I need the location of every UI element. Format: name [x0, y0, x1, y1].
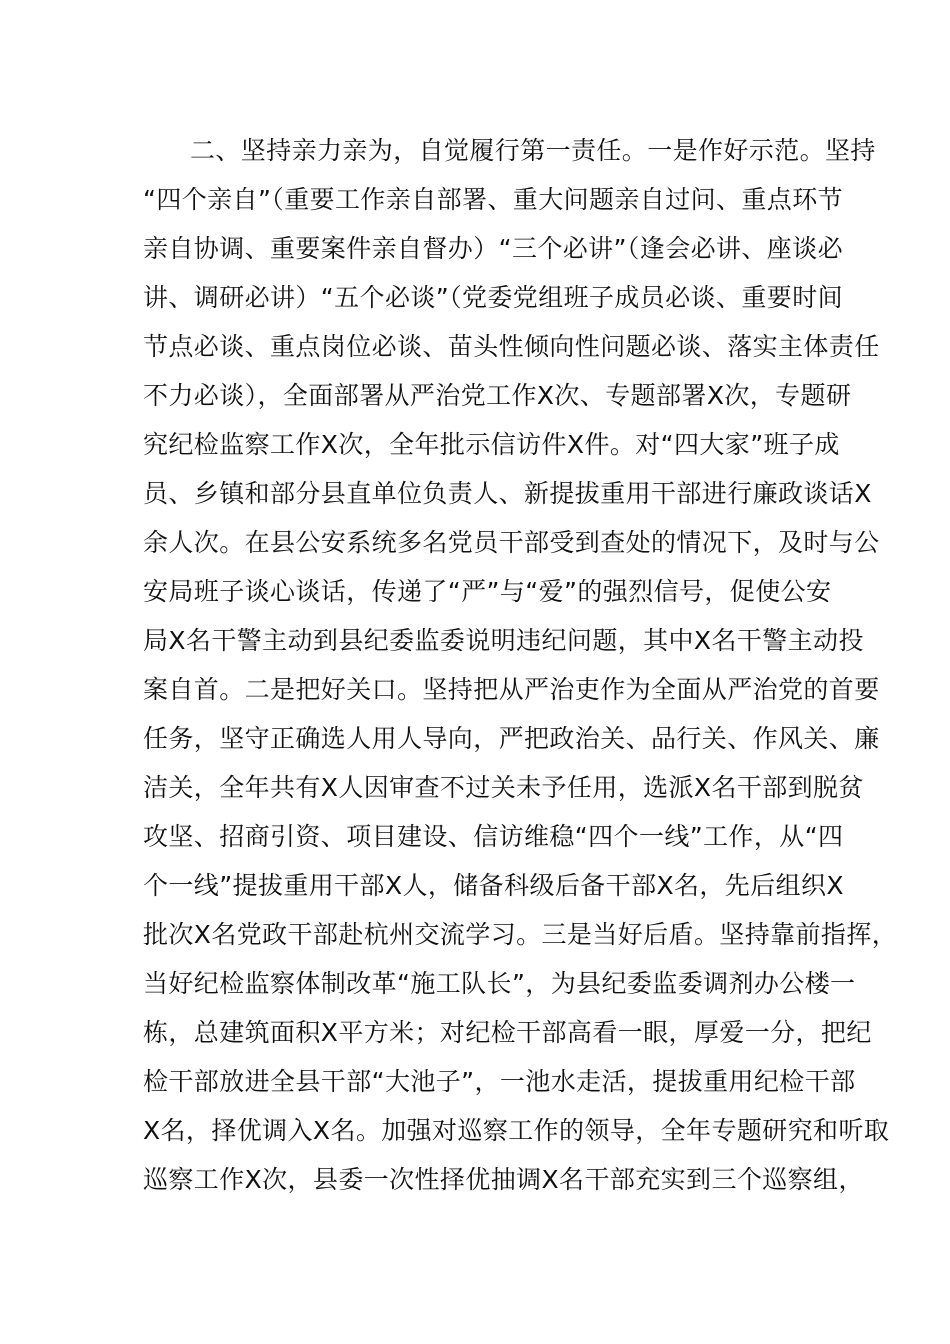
paragraph-line: 员、乡镇和部分县直单位负责人、新提拔重用干部进行廉政谈话X: [143, 479, 872, 508]
paragraph-line: X名，择优调入X名。加强对巡察工作的领导，全年专题研究和听取: [143, 1116, 890, 1145]
paragraph-line: 检干部放进全县干部“大池子”，一池水走活，提拔重用纪检干部: [143, 1067, 856, 1096]
paragraph-line: 局X名干警主动到县纪委监委说明违纪问题，其中X名干警主动投: [143, 626, 864, 655]
paragraph-line: 亲自协调、重要案件亲自督办）“三个必讲”（逢会必讲、座谈必: [143, 234, 844, 263]
paragraph-line: 余人次。在县公安系统多名党员干部受到查处的情况下，及时与公: [143, 528, 880, 557]
paragraph-line: 节点必谈、重点岗位必谈、苗头性倾向性问题必谈、落实主体责任: [143, 332, 880, 361]
paragraph-line: 巡察工作X次，县委一次性择优抽调X名干部充实到三个巡察组，: [143, 1165, 864, 1194]
paragraph-line: 个一线”提拔重用干部X人，储备科级后备干部X名，先后组织X: [143, 871, 844, 900]
paragraph-line: 安局班子谈心谈话，传递了“严”与“爱”的强烈信号，促使公安: [143, 577, 832, 606]
paragraph-line: 案自首。二是把好关口。坚持把从严治吏作为全面从严治党的首要: [143, 675, 880, 704]
paragraph-line: 究纪检监察工作X次，全年批示信访件X件。对“四大家”班子成: [143, 430, 840, 459]
paragraph-line: “四个亲自”（重要工作亲自部署、重大问题亲自过问、重点环节: [143, 185, 844, 214]
paragraph-line: 攻坚、招商引资、项目建设、信访维稳“四个一线”工作，从“四: [143, 822, 844, 851]
paragraph-line: 批次X名党政干部赴杭州交流学习。三是当好后盾。坚持靠前指挥，: [143, 920, 898, 949]
paragraph-line: 讲、调研必讲）“五个必谈”（党委党组班子成员必谈、重要时间: [143, 283, 844, 312]
paragraph-line: 任务，坚守正确选人用人导向，严把政治关、品行关、作风关、廉: [143, 724, 880, 753]
paragraph-line: 二、坚持亲力亲为，自觉履行第一责任。一是作好示范。坚持: [190, 136, 876, 165]
paragraph-line: 当好纪检监察体制改革“施工队长”，为县纪委监委调剂办公楼一: [143, 969, 856, 998]
paragraph-line: 栋，总建筑面积X平方米；对纪检干部高看一眼，厚爱一分，把纪: [143, 1018, 872, 1047]
paragraph-line: 不力必谈），全面部署从严治党工作X次、专题部署X次，专题研: [143, 381, 852, 410]
paragraph-line: 洁关，全年共有X人因审查不过关未予任用，选派X名干部到脱贫: [143, 773, 864, 802]
